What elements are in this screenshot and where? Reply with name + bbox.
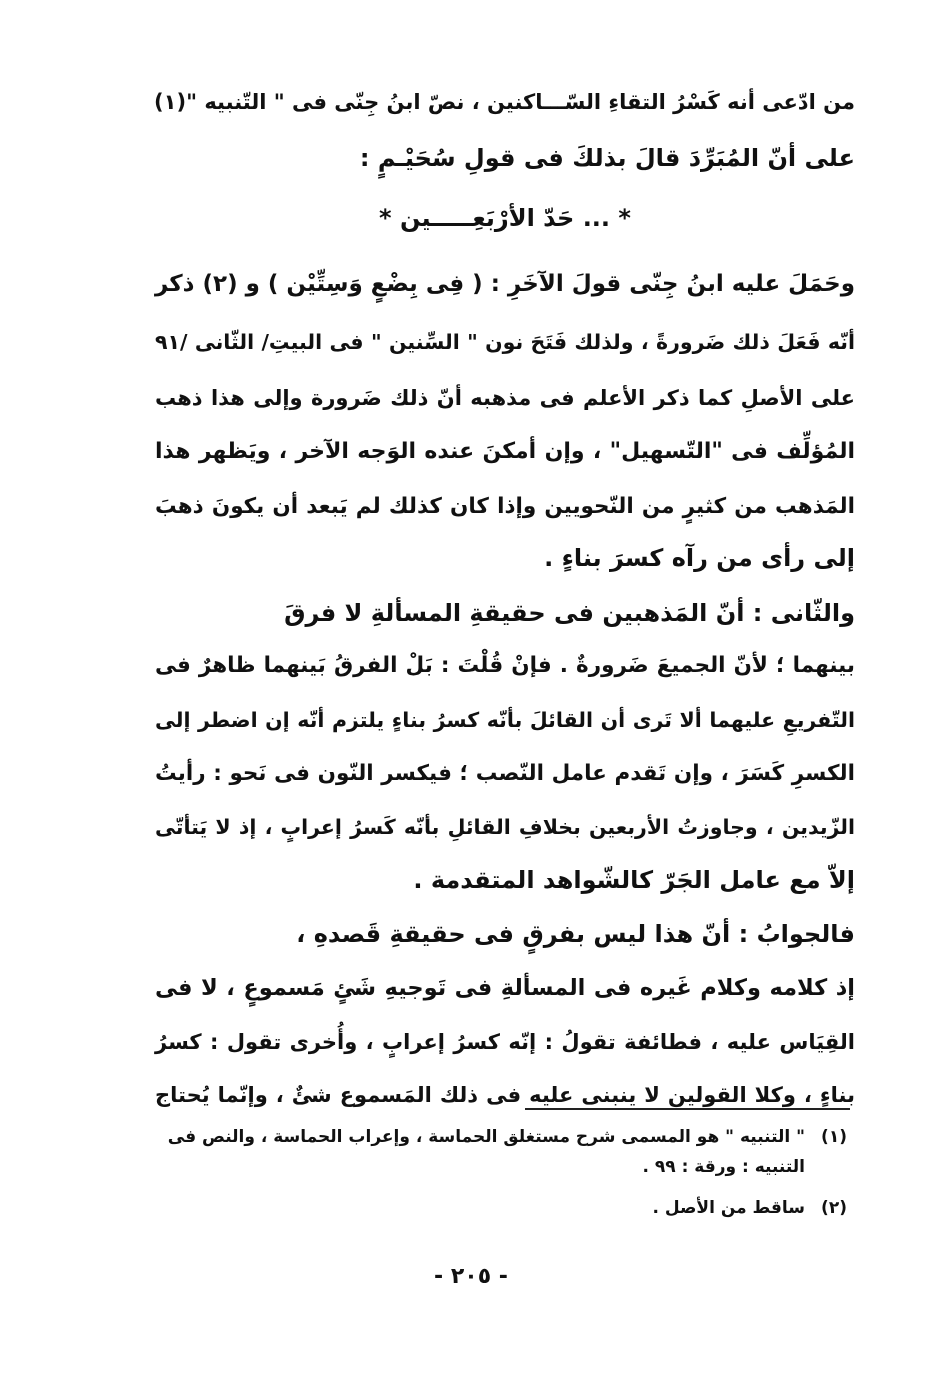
body-line: الزّيدين ، وجاوزتُ الأربعين بخلافِ القائلِ بأنّه كَسرُ إعرابٍ ، إذ لا يَتأتّى	[155, 815, 855, 839]
footnote-separator	[525, 1108, 850, 1110]
footnote-text: ساقط من الأصل .	[652, 1198, 805, 1218]
body-line: أنّه فَعَلَ ذلك ضَرورةً ، ولذلك فَتَحَ نون " السِّنين " فى البيتِ/ الثّانى /٩١	[155, 330, 855, 354]
body-line: القِيَاس عليه ، فطائفة تقولُ : إنّه كسرُ إعرابٍ ، وأُخرى تقول : كسرُ	[155, 1030, 855, 1054]
body-line: إلاّ مع عامل الجَرّ كالشّواهد المتقدمة .	[413, 866, 855, 894]
footnote-number: (٢)	[821, 1198, 847, 1218]
footnote-number: (١)	[821, 1127, 847, 1147]
body-line: من ادّعى أنه كَسْرُ التقاءِ السّـــاكنين ، نصّ ابنُ جِنّى فى " التّنبيه "(١)	[154, 90, 855, 114]
body-line: المُؤلِّف فى "التّسهيل" ، وإن أمكنَ عنده الوَجه الآخر ، ويَظهر هذا	[155, 439, 855, 464]
body-line: المَذهب من كثيرٍ من النّحويين وإذا كان كذلك لم يَبعد أن يكونَ ذهبَ	[155, 494, 855, 519]
body-line: بينهما ؛ لأنّ الجميعَ ضَرورةٌ . فإنْ قُلْتَ : بَلْ الفرقُ بَينهما ظاهرٌ فى	[155, 653, 855, 678]
footnote-text: التنبيه : ورقة : ٩٩ .	[642, 1157, 805, 1177]
body-line: على الأصلِ كما ذكر الأعلم فى مذهبه أنّ ذلك ضَرورة وإلى هذا ذهب	[155, 386, 855, 410]
body-line: فالجوابُ : أنّ هذا ليس بفرقٍ فى حقيقةِ قَصدهِ ،	[296, 920, 855, 948]
body-line: إلى رأى من رآه كسرَ بناءٍ .	[544, 544, 855, 572]
body-line: إذ كلامه وكلام غَيره فى المسألةِ فى تَوجيهِ شَئٍ مَسموعٍ ، لا فى	[155, 975, 855, 1001]
body-line: على أنّ المُبَرِّدَ قالَ بذلكَ فى قولِ سُحَيْـمٍ :	[359, 144, 855, 172]
page-number: - ٢٠٥ -	[434, 1264, 508, 1289]
body-line: والثّانى : أنّ المَذهبين فى حقيقةِ المسألةِ لا فرقَ	[284, 599, 855, 627]
body-line: وحَمَلَ عليه ابنُ جِنّى قولَ الآخَرِ : ( فِى بِضْعٍ وَسِتِّيْن ) و (٢) ذكر	[155, 271, 855, 297]
body-line: الكسرِ كَسَرَ ، وإن تَقدم عامل النّصب ؛ فيكسر النّون فى نَحو : رأيتُ	[155, 761, 855, 786]
footnote-line	[157, 1152, 847, 1182]
footnote-text: " التنبيه " هو المسمى شرح مستغلق الحماسة ، وإعراب الحماسة ، والنص فى	[167, 1127, 805, 1147]
footnote-line	[157, 1122, 847, 1152]
footnote-line	[157, 1193, 847, 1223]
body-line: التّفريعِ عليهما ألا تَرى أن القائلَ بأنّه كسرُ بناءٍ يلتزم أنّه إن اضطر إلى	[155, 708, 855, 732]
body-line: * ... حَدّ الأرْبَعِـــــين *	[379, 204, 631, 232]
body-line: بناءٍ ، وكلا القولين لا ينبنى عليه فى ذلك المَسموع شئٌ ، وإنّما يُحتاج	[155, 1083, 855, 1107]
